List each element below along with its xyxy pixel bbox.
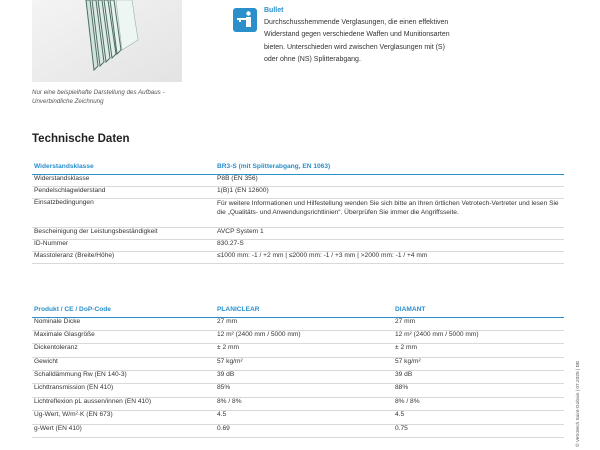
row-label: Dickentoleranz <box>32 344 215 357</box>
row-value: 39 dB <box>393 371 564 384</box>
row-label: Maximale Glasgröße <box>32 330 215 343</box>
row-value: 12 m² (2400 mm / 5000 mm) <box>393 330 564 343</box>
table-row <box>32 198 564 227</box>
table-row <box>32 186 564 198</box>
row-label: Lichttransmission (EN 410) <box>32 384 215 397</box>
image-caption: Nur eine beispielhafte Darstellung des Aufbaus - Unverbindliche Zeichnung <box>32 89 165 105</box>
row-label: Pendelschlagwiderstand <box>32 186 215 198</box>
row-label: Einsatzbedingungen <box>32 198 215 227</box>
table-header-cell: BR3-S (mit Splitterabgang, EN 1063) <box>215 163 564 174</box>
glass-layers-illustration <box>32 0 182 82</box>
table-row <box>32 384 564 397</box>
bullet-description: Durchschusshemmende Verglasungen, die einen effektiven Widerstand gegen verschiedene Waffen und Munitionsarten bieten. Unterschieden wird zwischen Verglasungen mit (S) oder ohne (NS) Splitterabgang. <box>264 19 450 64</box>
row-label: ID-Nummer <box>32 239 215 251</box>
row-label: Lichtreflexion pL aussen/innen (EN 410) <box>32 397 215 410</box>
table-row <box>32 344 564 357</box>
copyright-note: © Vetrotech Saint-Gobain | 07.2025 | DE <box>576 360 581 447</box>
row-value: 0.69 <box>215 424 393 437</box>
row-value: 57 kg/m² <box>393 357 564 370</box>
bullet-title: Bullet <box>264 7 284 14</box>
table-row <box>32 239 564 251</box>
row-value: 27 mm <box>393 317 564 330</box>
table-header-row <box>32 306 564 317</box>
section-title: Technische Daten <box>32 133 130 145</box>
table-row <box>32 371 564 384</box>
table-header-cell: Produkt / CE / DoP-Code <box>32 306 215 317</box>
row-value: ≤1000 mm: -1 / +2 mm | ≤2000 mm: -1 / +3 mm | >2000 mm: -1 / +4 mm <box>215 251 564 263</box>
row-label: Gewicht <box>32 357 215 370</box>
row-label: Masstoleranz (Breite/Höhe) <box>32 251 215 263</box>
row-label: g-Wert (EN 410) <box>32 424 215 437</box>
row-value: 0.75 <box>393 424 564 437</box>
row-value: 88% <box>393 384 564 397</box>
row-value: 8% / 8% <box>215 397 393 410</box>
table-row <box>32 251 564 263</box>
row-value: 12 m² (2400 mm / 5000 mm) <box>215 330 393 343</box>
row-value: ± 2 mm <box>393 344 564 357</box>
row-value: 4.5 <box>393 411 564 424</box>
table-row <box>32 397 564 410</box>
table-row <box>32 330 564 343</box>
table-row <box>32 317 564 330</box>
table-row <box>32 174 564 186</box>
table-header-cell: PLANICLEAR <box>215 306 393 317</box>
row-value: Für weitere Informationen und Hilfestellung wenden Sie sich bitte an Ihren örtlichen Vetrotech-Vertreter und lesen Sie die „Qualitäts- und Anwendungsrichtlinien“. Überprüfen Sie immer die Angriffsseite. <box>215 198 564 227</box>
row-value: 4.5 <box>215 411 393 424</box>
row-value: 27 mm <box>215 317 393 330</box>
row-value: 8% / 8% <box>393 397 564 410</box>
row-value: 1(B)1 (EN 12600) <box>215 186 564 198</box>
row-label: Widerstandsklasse <box>32 174 215 186</box>
row-label: Nominale Dicke <box>32 317 215 330</box>
row-label: Schalldämmung Rw (EN 140-3) <box>32 371 215 384</box>
table-header-cell: Widerstandsklasse <box>32 163 215 174</box>
row-value: 830.27-S <box>215 239 564 251</box>
row-value: AVCP System 1 <box>215 227 564 239</box>
table-row <box>32 357 564 370</box>
table-header-row <box>32 163 564 174</box>
row-value: ± 2 mm <box>215 344 393 357</box>
table-row <box>32 411 564 424</box>
table-header-cell: DIAMANT <box>393 306 564 317</box>
shooter-icon <box>233 8 257 32</box>
glass-structure-image <box>32 0 182 82</box>
table-row <box>32 424 564 437</box>
product-table <box>32 306 564 438</box>
resistance-table <box>32 163 564 264</box>
row-value: 57 kg/m² <box>215 357 393 370</box>
row-label: Bescheinigung der Leistungsbeständigkeit <box>32 227 215 239</box>
row-value: 39 dB <box>215 371 393 384</box>
table-row <box>32 227 564 239</box>
row-value: 85% <box>215 384 393 397</box>
row-value: P8B (EN 356) <box>215 174 564 186</box>
row-label: Ug-Wert, W/m²·K (EN 673) <box>32 411 215 424</box>
